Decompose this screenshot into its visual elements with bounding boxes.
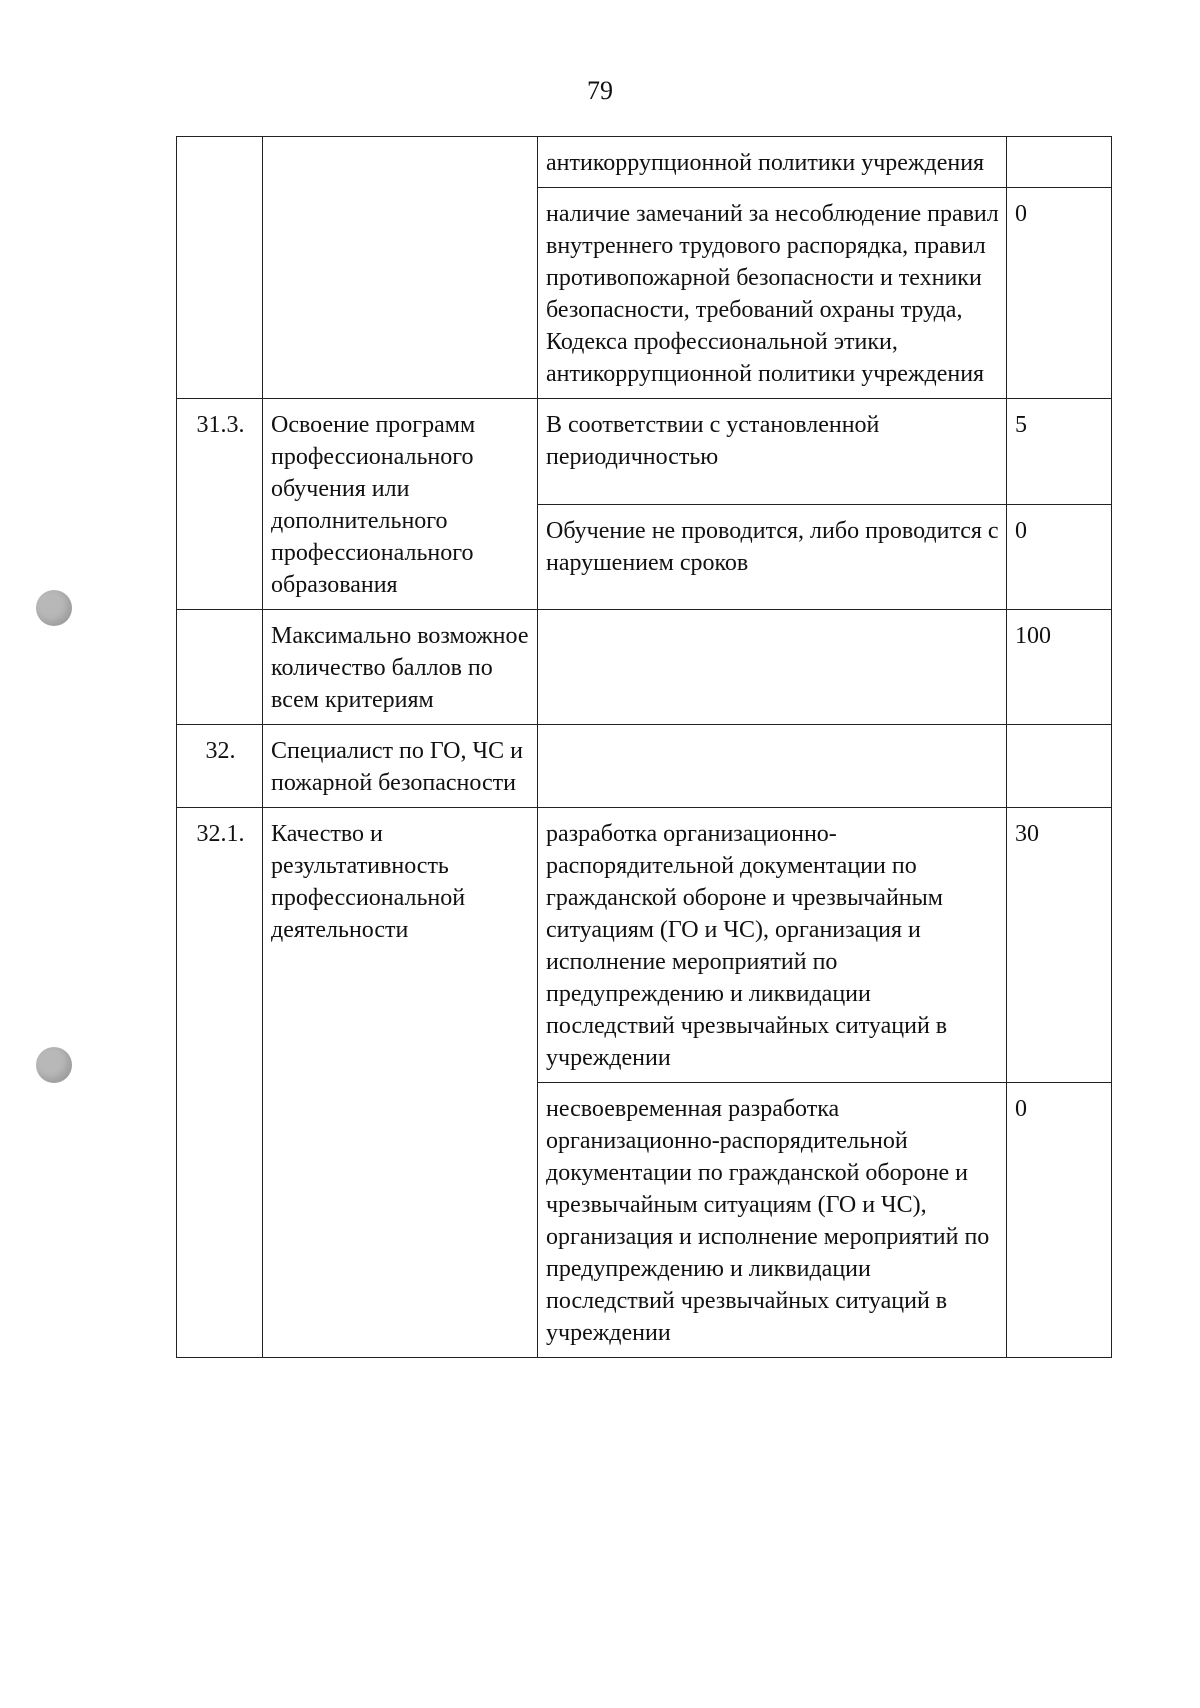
binder-hole [36,1047,72,1083]
indicator-cell: Максимально возможное количество баллов по всем критериям [263,610,538,725]
score-cell [1007,725,1112,808]
criterion-cell: наличие замечаний за несоблюдение правил внутреннего трудового распорядка, правил противопожарной безопасности и техники безопасности, требований охраны труда, Кодекса профессиональной этики, антикоррупционной политики учреждения [538,188,1007,399]
score-cell: 100 [1007,610,1112,725]
indicator-cell: Освоение программ профессионального обучения или дополнительного профессионального образования [263,399,538,610]
table-row [177,725,1112,808]
table-row [177,610,1112,725]
indicator-cell: Специалист по ГО, ЧС и пожарной безопасности [263,725,538,808]
table-row [177,137,1112,188]
number-cell: 32. [177,725,263,808]
score-cell: 5 [1007,399,1112,505]
number-cell: 31.3. [177,399,263,610]
criterion-cell: Обучение не проводится, либо проводится с нарушением сроков [538,504,1007,610]
table-row [177,808,1112,1083]
criterion-cell [538,610,1007,725]
table-row [177,399,1112,505]
score-cell: 0 [1007,188,1112,399]
indicator-cell: Качество и результативность профессиональной деятельности [263,808,538,1358]
score-cell: 30 [1007,808,1112,1083]
page-number: 79 [587,76,613,105]
score-cell: 0 [1007,504,1112,610]
criterion-cell: несвоевременная разработка организационно-распорядительной документации по гражданской обороне и чрезвычайным ситуациям (ГО и ЧС), организация и исполнение мероприятий по предупреждению и ликвидации последствий чрезвычайных ситуаций в учреждении [538,1083,1007,1358]
criterion-cell: В соответствии с установленной периодичностью [538,399,1007,505]
number-cell: 32.1. [177,808,263,1358]
indicator-cell [263,137,538,399]
binder-hole [36,590,72,626]
number-cell [177,137,263,399]
score-cell: 0 [1007,1083,1112,1358]
criterion-cell [538,725,1007,808]
number-cell [177,610,263,725]
criterion-cell: разработка организационно-распорядительной документации по гражданской обороне и чрезвычайным ситуациям (ГО и ЧС), организация и исполнение мероприятий по предупреждению и ликвидации последствий чрезвычайных ситуаций в учреждении [538,808,1007,1083]
score-cell [1007,137,1112,188]
criteria-table [176,136,1112,1358]
criterion-cell: антикоррупционной политики учреждения [538,137,1007,188]
